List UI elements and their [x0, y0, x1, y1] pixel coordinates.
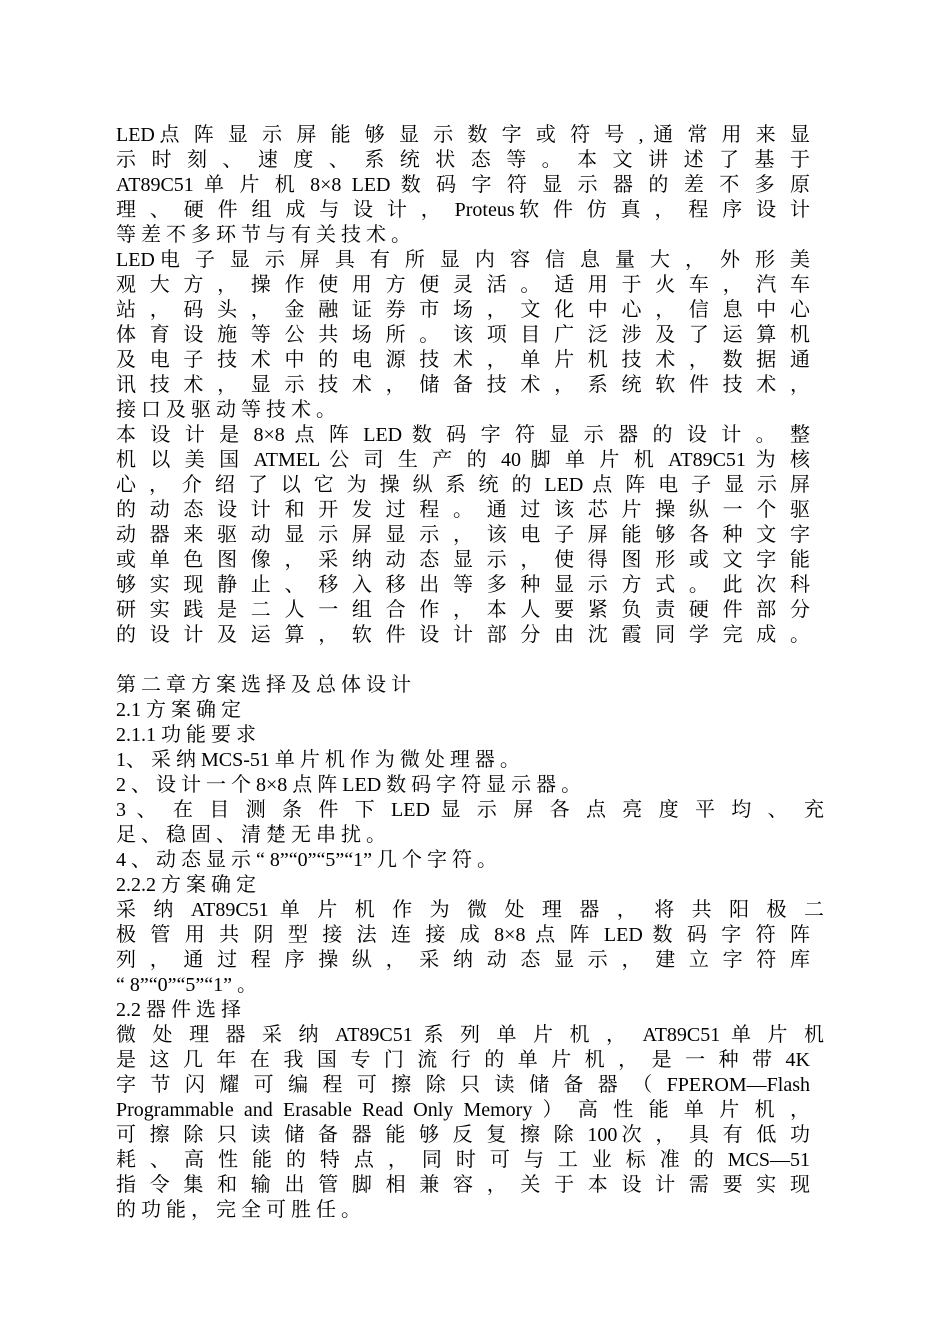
text-line: 体 育 设 施 等 公 共 场 所 。 该 项 目 广 泛 涉 及 了 运 算 机: [116, 324, 810, 346]
text-line: 字 节 闪 耀 可 编 程 可 擦 除 只 读 储 备 器 （ FPEROM—Flash: [116, 1074, 810, 1096]
text-line: 耗 、 高 性 能 的 特 点 ， 同 时 可 与 工 业 标 准 的 MCS—51: [116, 1149, 810, 1171]
text-line: 动 器 来 驱 动 显 示 屏 显 示 ， 该 电 子 屏 能 够 各 种 文 字: [116, 524, 810, 546]
text-line: 心 ， 介 绍 了 以 它 为 操 纵 系 统 的 LED 点 阵 电 子 显 示 屏: [116, 474, 810, 496]
text-line: 站 ， 码 头 ， 金 融 证 券 市 场 ， 文 化 中 心 ， 信 息 中 心: [116, 299, 810, 321]
text-line: 本 设 计 是 8×8 点 阵 LED 数 码 字 符 显 示 器 的 设 计 。 整: [116, 424, 810, 446]
text-line: 够 实 现 静 止 、 移 入 移 出 等 多 种 显 示 方 式 。 此 次 科: [116, 574, 810, 596]
text-line: 研 实 践 是 二 人 一 组 合 作 ， 本 人 要 紧 负 责 硬 件 部 分: [116, 599, 810, 621]
text-line: 可 擦 除 只 读 储 备 器 能 够 反 复 擦 除 100次 ， 具 有 低 功: [116, 1124, 810, 1146]
text-line: 观 大 方 ， 操 作 使 用 方 便 灵 活 。 适 用 于 火 车 ， 汽 车: [116, 274, 810, 296]
list-item: 2 、 设 计 一 个 8×8 点 阵 LED 数 码 字 符 显 示 器 。: [116, 774, 582, 796]
text-line: 是 这 几 年 在 我 国 专 门 流 行 的 单 片 机 ， 是 一 种 带 4K: [116, 1049, 810, 1071]
text-line: 采 纳 AT89C51 单 片 机 作 为 微 处 理 器 ， 将 共 阳 极 二: [116, 899, 824, 921]
text-line: 足 、 稳 固 、 清 楚 无 串 扰 。: [116, 824, 386, 846]
list-item: 4 、 动 态 显 示 “ 8”“0”“5”“1” 几 个 字 符 。: [116, 849, 498, 871]
text-line: 的 功 能 ， 完 全 可 胜 任 。: [116, 1199, 361, 1221]
text-line: 列 ， 通 过 程 序 操 纵 ， 采 纳 动 态 显 示 ， 建 立 字 符 库: [116, 949, 810, 971]
text-line: 讯 技 术 ， 显 示 技 术 ， 储 备 技 术 ， 系 统 软 件 技 术 ，: [116, 374, 810, 396]
text-line: LED电 子 显 示 屏 具 有 所 显 内 容 信 息 量 大 ， 外 形 美: [116, 249, 810, 271]
text-line: “ 8”“0”“5”“1” 。: [116, 974, 258, 996]
text-line: 指 令 集 和 输 出 管 脚 相 兼 容 ， 关 于 本 设 计 需 要 实 现: [116, 1174, 810, 1196]
text-line: 的 动 态 设 计 和 开 发 过 程 。 通 过 该 芯 片 操 纵 一 个 驱: [116, 499, 810, 521]
text-line: 极 管 用 共 阴 型 接 法 连 接 成 8×8 点 阵 LED 数 码 字 符 阵: [116, 924, 810, 946]
text-line: 机 以 美 国 ATMEL 公 司 生 产 的 40 脚 单 片 机 AT89C51 为 核: [116, 449, 810, 471]
list-item: 1、 采 纳 MCS-51 单 片 机 作 为 微 处 理 器 。: [116, 749, 520, 771]
subsection-heading: 2.2.2 方 案 确 定: [116, 874, 256, 896]
subsection-heading: 2.1.1 功 能 要 求: [116, 724, 256, 746]
section-heading: 2.1 方 案 确 定: [116, 699, 241, 721]
text-line: 示 时 刻 、 速 度 、 系 统 状 态 等 。 本 文 讲 述 了 基 于: [116, 149, 810, 171]
text-line: 理 、 硬 件 组 成 与 设 计 ， Proteus软 件 仿 真 ， 程 序 设 计: [116, 199, 810, 221]
text-line: AT89C51 单 片 机 8×8 LED 数 码 字 符 显 示 器 的 差 不 多 原: [116, 174, 810, 196]
text-line: LED点 阵 显 示 屏 能 够 显 示 数 字 或 符 号 , 通 常 用 来 显: [116, 124, 810, 146]
text-line: 接 口 及 驱 动 等 技 术 。: [116, 399, 336, 421]
text-line: 及 电 子 技 术 中 的 电 源 技 术 ， 单 片 机 技 术 ， 数 据 通: [116, 349, 810, 371]
chapter-heading: 第 二 章 方 案 选 择 及 总 体 设 计: [116, 674, 411, 696]
text-line: 等 差 不 多 环 节 与 有 关 技 术 。: [116, 224, 411, 246]
list-item: 3 、 在 目 测 条 件 下 LED 显 示 屏 各 点 亮 度 平 均 、 充: [116, 799, 824, 821]
text-line: 的 设 计 及 运 算 ， 软 件 设 计 部 分 由 沈 霞 同 学 完 成 。: [116, 624, 810, 646]
text-line: Programmable and Erasable Read Only Memory ） 高 性 能 单 片 机 ，: [116, 1099, 810, 1121]
text-line: 微 处 理 器 采 纳 AT89C51 系 列 单 片 机 ， AT89C51 单 片 机: [116, 1024, 824, 1046]
text-line: 或 单 色 图 像 ， 采 纳 动 态 显 示 ， 使 得 图 形 或 文 字 能: [116, 549, 810, 571]
section-heading: 2.2 器 件 选 择: [116, 999, 241, 1021]
